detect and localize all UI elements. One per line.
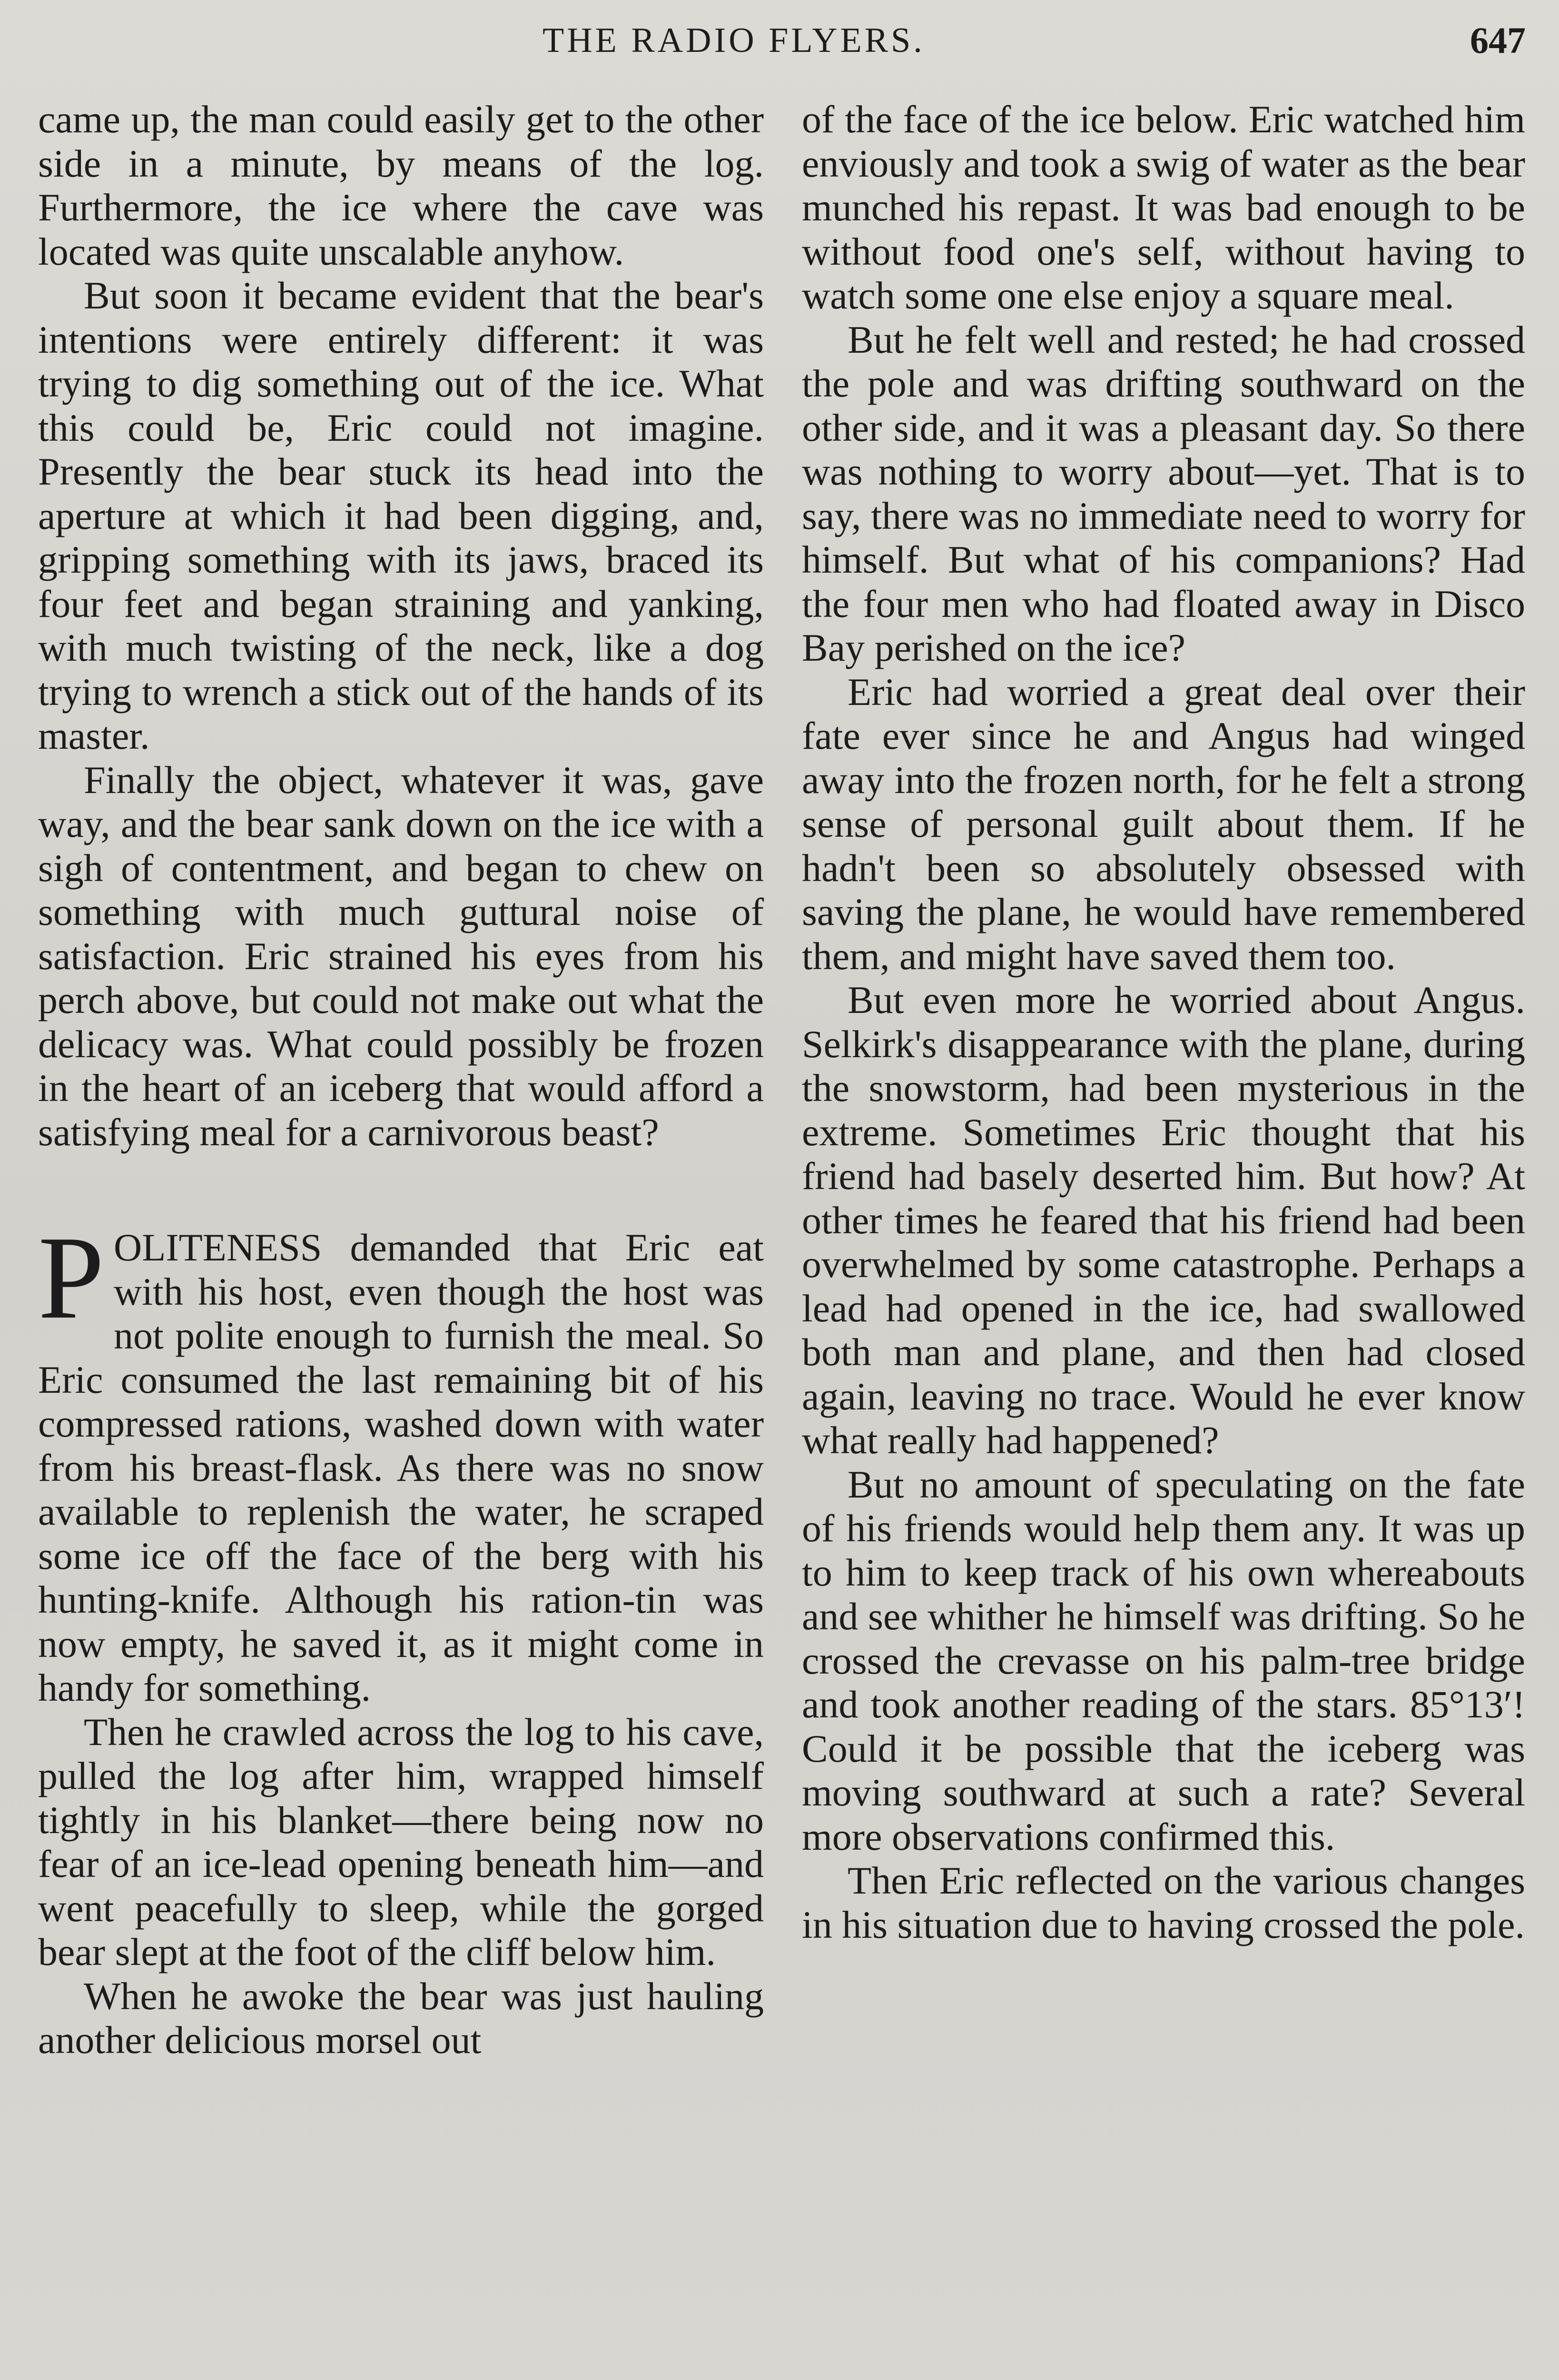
section-opening-paragraph xyxy=(38,1212,764,1710)
paragraph: came up, the man could easily get to the other side in a minute, by means of the log. Furthermore, the ice where the cave was located was quite unscalable anyhow. xyxy=(38,98,764,273)
paragraph: Then Eric reflected on the various changes in his situation due to having crossed the pole. xyxy=(802,1859,1525,1946)
running-title: THE RADIO FLYERS. xyxy=(543,21,925,60)
page-number: 647 xyxy=(1470,20,1526,61)
paragraph: of the face of the ice below. Eric watched him enviously and took a swig of water as the bear munched his repast. It was bad enough to be without food one's self, without having to watch some one else enjoy a square meal. xyxy=(802,98,1525,317)
paragraph: Eric had worried a great deal over their fate ever since he and Angus had winged away into the frozen north, for he felt a strong sense of personal guilt about them. If he hadn't been so absolutely obsessed with saving the plane, he would have remembered them, and might have saved them too. xyxy=(802,670,1525,978)
paragraph: But he felt well and rested; he had crossed the pole and was drifting southward on the other side, and it was a pleasant day. So there was nothing to worry about—yet. That is to say, there was no immediate need to worry for himself. But what of his companions? Had the four men who had floated away in Disco Bay perished on the ice? xyxy=(802,317,1525,669)
drop-cap: P xyxy=(38,1212,105,1344)
left-column xyxy=(38,98,764,2063)
paragraph: But even more he worried about Angus. Selkirk's disappearance with the plane, during the snowstorm, had been mysterious in the extreme. Sometimes Eric thought that his friend had basely deserted him. But how? At other times he feared that his friend had been overwhelmed by some catastrophe. Perhaps a lead had opened in the ice, had swallowed both man and plane, and then had closed again, leaving no trace. Would he ever know what really had happened? xyxy=(802,978,1525,1462)
paragraph: When he awoke the bear was just hauling another delicious morsel out xyxy=(38,1974,764,2062)
right-column xyxy=(802,98,1525,1947)
paragraph: Then he crawled across the log to his cave, pulled the log after him, wrapped himself tightly in his blanket—there being now no fear of an ice-lead opening beneath him—and went peacefully to sleep, while the gorged bear slept at the foot of the cliff below him. xyxy=(38,1710,764,1973)
paragraph: But soon it became evident that the bear's intentions were entirely different: it was trying to dig something out of the ice. What this could be, Eric could not imagine. Presently the bear stuck its head into the aperture at which it had been digging, and, gripping something with its jaws, braced its four feet and began straining and yanking, with much twisting of the neck, like a dog trying to wrench a stick out of the hands of its master. xyxy=(38,274,764,757)
page-header xyxy=(0,14,1559,67)
paragraph: Finally the object, whatever it was, gave way, and the bear sank down on the ice with a sigh of contentment, and began to chew on something with much guttural noise of satisfaction. Eric strained his eyes from his perch above, but could not make out what the delicacy was. What could possibly be frozen in the heart of an iceberg that would afford a satisfying meal for a carnivorous beast? xyxy=(38,758,764,1154)
paragraph-text: OLITENESS demanded that Eric eat with his host, even though the host was not polite enough to furnish the meal. So Eric consumed the last remaining bit of his compressed rations, washed down with water from his breast-flask. As there was no snow available to replenish the water, he scraped some ice off the face of the berg with his hunting-knife. Although his ration-tin was now empty, he saved it, as it might come in handy for something. xyxy=(38,1226,764,1709)
paragraph: But no amount of speculating on the fate of his friends would help them any. It was up to him to keep track of his own whereabouts and see whither he himself was drifting. So he crossed the crevasse on his palm-tree bridge and took another reading of the stars. 85°13′! Could it be possible that the iceberg was moving southward at such a rate? Several more observations confirmed this. xyxy=(802,1462,1525,1858)
